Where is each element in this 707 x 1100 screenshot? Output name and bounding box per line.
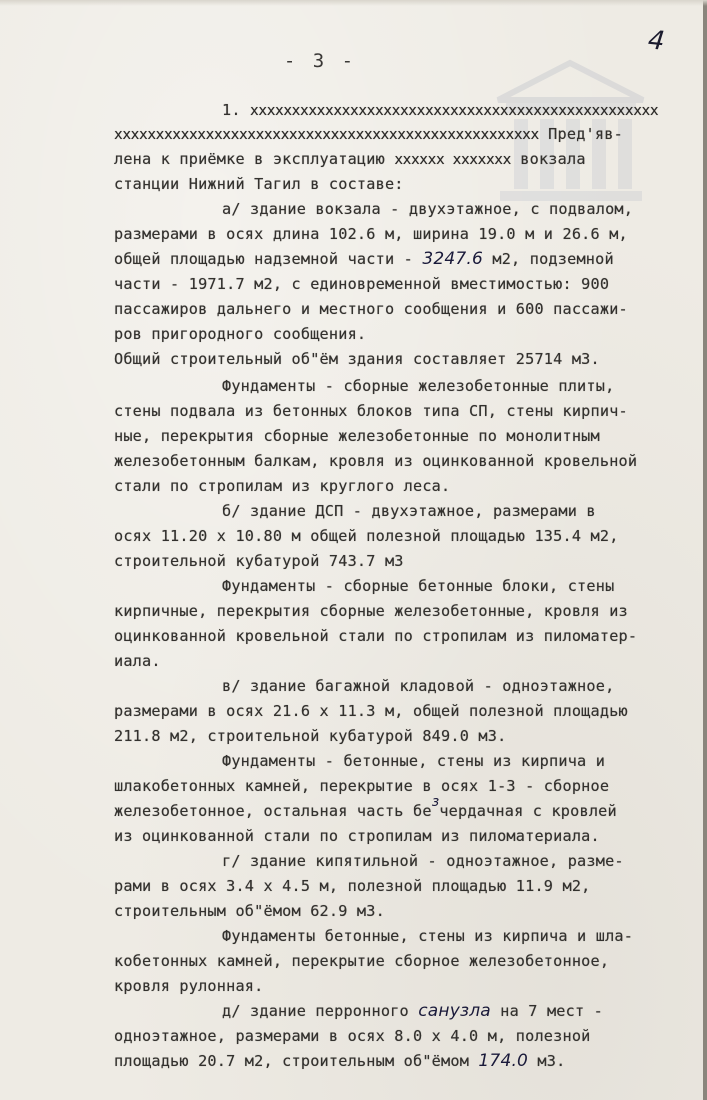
typed-text: оцинкованной кровельной стали по стропилам из пиломатер- — [114, 627, 638, 645]
typed-text: м2, подземной — [483, 250, 614, 268]
text-line — [222, 576, 614, 596]
typed-text: ные, перекрытия сборные железобетонные по монолитным — [114, 427, 600, 445]
typed-text: размерами в осях 21.6 х 11.3 м, общей полезной площадью — [114, 702, 628, 720]
typed-text: м3. — [528, 1052, 566, 1070]
text-line — [114, 299, 628, 319]
typed-text: на 7 мест - — [490, 1002, 604, 1020]
handwritten-correction: 3247.6 — [422, 249, 484, 269]
typed-text: иала. — [114, 652, 161, 670]
text-line — [114, 976, 264, 996]
typed-text: станции Нижний Тагил в составе: — [114, 175, 404, 193]
text-line — [114, 951, 609, 971]
handwritten-correction: 174.0 — [478, 1051, 529, 1071]
typed-text: Общий строительный об"ём здания составляет 25714 м3. — [114, 350, 600, 368]
text-line — [114, 149, 586, 170]
struck-out-text: xxxxxxxxxxxxxxxxxxxxxxxxxxxxxxxxxxxxxxxxxxxxxxxxxxx — [114, 127, 539, 143]
struck-out-text: xxxxxxxxxxxxxxxxxxxxxxxxxxxxxxxxxxxxxxxxxxxxxxxxx — [250, 103, 659, 119]
typed-text: б/ здание ДСП - двухэтажное, размерами в — [222, 502, 596, 520]
typed-text: из оцинкованной стали по стропилам из пиломатериала. — [114, 827, 600, 845]
text-line — [114, 476, 450, 496]
text-line — [114, 451, 637, 471]
typed-text: лена к приёмке в эксплуатацию — [114, 150, 395, 168]
typed-text: строительной кубатурой 743.7 м3 — [114, 552, 404, 570]
text-line — [222, 501, 596, 521]
typed-text: в/ здание багажной кладовой - одноэтажное, — [222, 677, 615, 695]
item-number: 1. — [222, 101, 251, 119]
text-line — [114, 349, 600, 369]
typed-text: шлакобетонных камней, перекрытие в осях 1-3 - сборное — [114, 777, 610, 795]
typed-text: осях 11.20 х 10.80 м общей полезной площадью 135.4 м2, — [114, 527, 619, 545]
text-line — [222, 1001, 603, 1021]
text-line — [114, 249, 614, 269]
text-line — [114, 526, 619, 546]
text-line — [114, 324, 366, 344]
typed-text: рами в осях 3.4 х 4.5 м, полезной площадью 11.9 м2, — [114, 877, 591, 895]
text-line — [114, 1026, 591, 1046]
typed-text: кровля рулонная. — [114, 977, 264, 995]
typed-text: размерами в осях длина 102.6 м, ширина 19.0 м и 26.6 м, — [114, 225, 628, 243]
text-line — [222, 100, 658, 121]
text-line — [222, 676, 614, 696]
text-line — [114, 726, 506, 746]
text-line — [222, 851, 624, 871]
typed-text: а/ здание вокзала - двухэтажное, с подвалом, — [222, 200, 634, 218]
typed-text: чердачная с кровлей — [439, 802, 617, 820]
text-line — [114, 601, 628, 621]
typed-text: общей площадью надземной части - — [114, 250, 423, 268]
typed-text: стены подвала из бетонных блоков типа СП, стены кирпич- — [114, 402, 628, 420]
text-line — [222, 926, 633, 946]
typed-text: Пред'яв- — [538, 125, 623, 143]
typed-text: одноэтажное, размерами в осях 8.0 х 4.0 м, полезной — [114, 1027, 591, 1045]
text-line — [114, 274, 609, 294]
text-line — [114, 901, 385, 921]
text-line — [114, 876, 591, 896]
text-line — [114, 401, 628, 421]
text-line — [222, 199, 633, 219]
typed-text: Фундаменты - сборные бетонные блоки, стены — [222, 577, 615, 595]
typed-text: Фундаменты бетонные, стены из кирпича и шла- — [222, 927, 634, 945]
typed-text: пассажиров дальнего и местного сообщения и 600 пассажи- — [114, 300, 628, 318]
text-line — [114, 1051, 565, 1071]
text-line — [114, 776, 609, 796]
text-line — [114, 701, 628, 721]
typed-text: д/ здание перронного — [222, 1002, 419, 1020]
typed-text: вокзала — [510, 150, 586, 168]
text-line — [114, 426, 600, 446]
typed-text: Фундаменты - бетонные, стены из кирпича и — [222, 752, 606, 770]
typed-text: кирпичные, перекрытия сборные железобетонные, кровля из — [114, 602, 628, 620]
scan-edge — [0, 0, 707, 6]
typed-text: 211.8 м2, строительной кубатурой 849.0 м3. — [114, 727, 507, 745]
text-line — [222, 376, 614, 396]
typed-text: железобетонное, остальная часть бе — [114, 802, 432, 820]
text-line — [114, 551, 404, 571]
typed-text: железобетонным балкам, кровля из оцинкованной кровельной — [114, 452, 638, 470]
text-line — [222, 751, 605, 771]
text-line — [114, 651, 161, 671]
struck-out-text: xxxxxx xxxxxxx — [394, 152, 511, 168]
text-line — [114, 174, 404, 194]
typed-text: стали по стропилам из круглого леса. — [114, 477, 451, 495]
handwritten-page-number: 4 — [646, 25, 667, 57]
text-line — [114, 826, 600, 846]
typed-text: строительным об"ёмом 62.9 м3. — [114, 902, 385, 920]
handwritten-correction: з — [431, 794, 440, 810]
text-line — [114, 794, 617, 822]
typed-text: кобетонных камней, перекрытие сборное железобетонное, — [114, 952, 610, 970]
text-line — [114, 224, 628, 244]
text-line — [114, 124, 623, 145]
typed-text: Фундаменты - сборные железобетонные плиты, — [222, 377, 615, 395]
typed-page-number: - 3 - — [283, 50, 357, 72]
typed-text: г/ здание кипятильной - одноэтажное, разме- — [222, 852, 624, 870]
typed-text: части - 1971.7 м2, с единовременной вместимостью: 900 — [114, 275, 610, 293]
handwritten-correction: санузла — [418, 1001, 491, 1021]
typed-text: площадью 20.7 м2, строительным об"ёмом — [114, 1052, 479, 1070]
typed-text: ров пригородного сообщения. — [114, 325, 367, 343]
text-line — [114, 626, 637, 646]
